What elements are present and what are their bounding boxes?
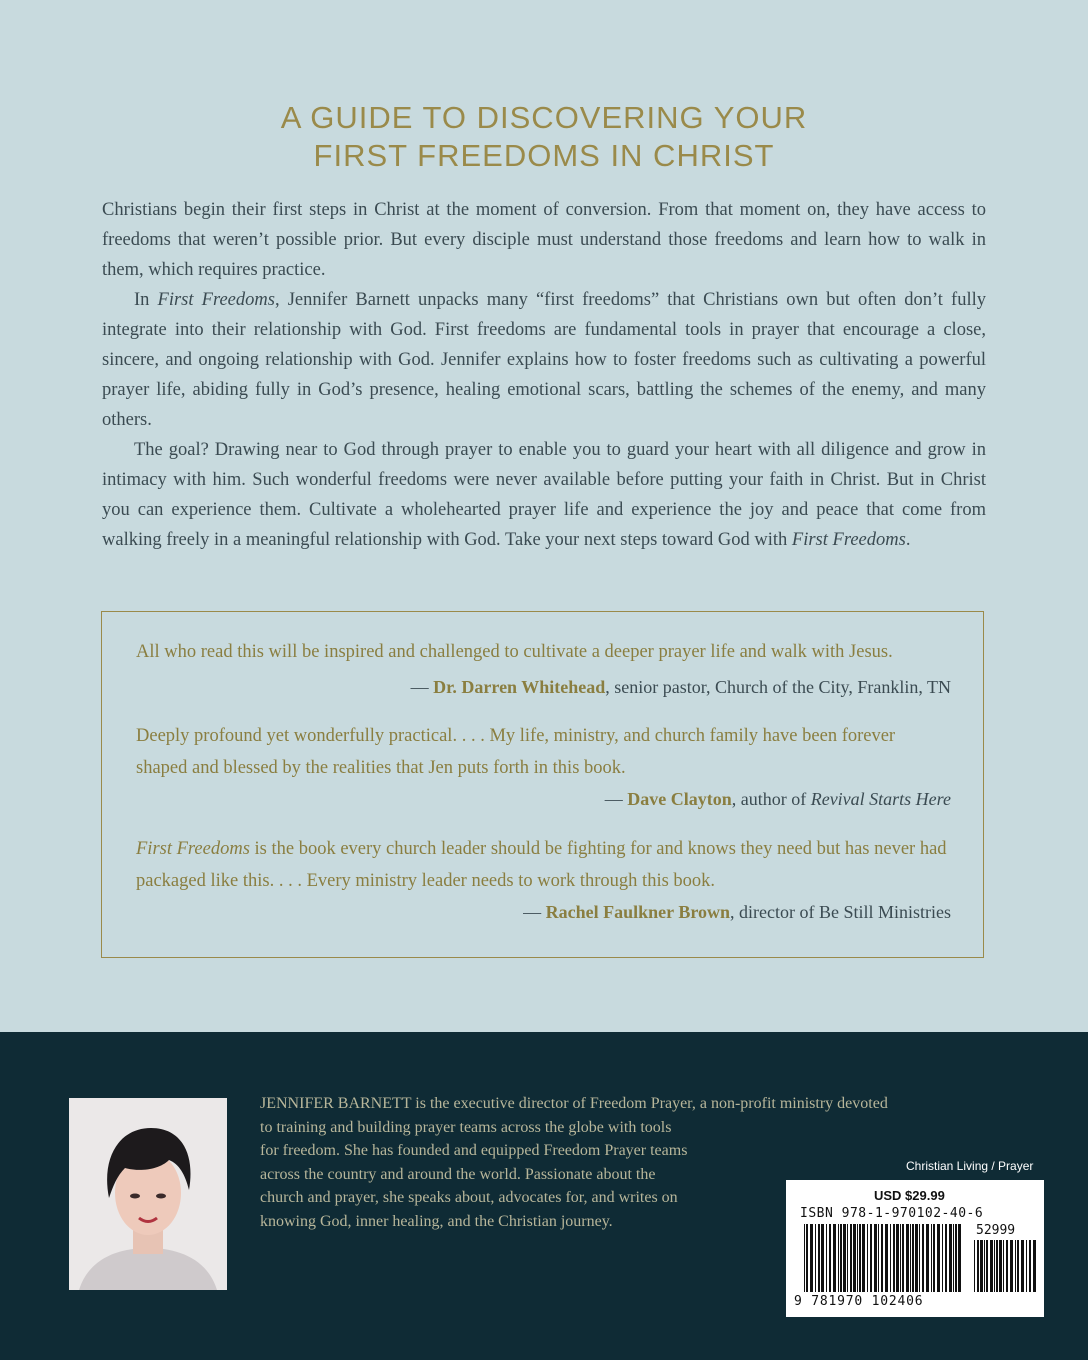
barcode-bar: [896, 1224, 899, 1292]
barcode-bar: [804, 1224, 805, 1292]
endorser-name: Dave Clayton: [627, 789, 732, 809]
book-title-italic: First Freedoms: [157, 290, 275, 310]
barcode-bar: [826, 1224, 827, 1292]
barcode-bar: [912, 1224, 914, 1292]
bio-line: for freedom. She has founded and equipped Freedom Prayer teams: [260, 1142, 688, 1159]
addon-barcode-bars: [974, 1240, 1036, 1292]
barcode-bar: [838, 1224, 839, 1292]
author-bio: [260, 1092, 888, 1233]
book-title-italic: First Freedoms: [791, 530, 906, 550]
barcode-bar: [937, 1224, 940, 1292]
barcode-bar: [958, 1224, 961, 1292]
endorsement-attribution-1: — Dr. Darren Whitehead, senior pastor, Church of the City, Franklin, TN: [410, 677, 951, 697]
endorsement-attribution-3: — Rachel Faulkner Brown, director of Be Still Ministries: [523, 902, 951, 922]
barcode-bar: [996, 1240, 998, 1292]
barcode-bar: [881, 1224, 883, 1292]
barcode-bar: [902, 1224, 904, 1292]
barcode-bar: [821, 1224, 824, 1292]
barcode-bar: [833, 1224, 836, 1292]
bio-line: knowing God, inner healing, and the Christian journey.: [260, 1212, 613, 1230]
endorsement-quote-1: All who read this will be inspired and challenged to cultivate a deeper prayer life and walk with Jesus.: [136, 642, 893, 662]
barcode-bar: [915, 1224, 918, 1292]
barcode-bar: [990, 1240, 993, 1292]
isbn-label: ISBN 978-1-970102-40-6: [800, 1206, 984, 1221]
barcode-bar: [906, 1224, 909, 1292]
description-paragraph-3: The goal? Drawing near to God through prayer to enable you to guard your heart with all diligence and grow in intimacy with him. Such wonderful freedoms were never available before putting your faith in Christ. But in Christ you can experience them. Cultivate a wholehearted prayer life and experience the joy and peace that come from walking freely in a meaningful relationship with God. Take your next steps toward God with First Freedoms.: [102, 440, 986, 550]
barcode-bar: [870, 1224, 872, 1292]
barcode-number: 9 781970 102406: [794, 1294, 924, 1309]
barcode-bar: [1029, 1240, 1031, 1292]
barcode-bar: [829, 1224, 831, 1292]
barcode-bar: [840, 1224, 842, 1292]
barcode-bar: [980, 1240, 983, 1292]
price-label: USD $29.99: [874, 1188, 945, 1203]
barcode-bar: [1010, 1240, 1013, 1292]
title-line-1: A GUIDE TO DISCOVERING YOUR: [280, 100, 808, 135]
barcode-bar: [977, 1240, 979, 1292]
description: [102, 195, 986, 555]
author-photo: [69, 1098, 227, 1290]
barcode-bar: [974, 1240, 975, 1292]
barcode-bar: [922, 1224, 924, 1292]
barcode-bar: [847, 1224, 848, 1292]
bio-line: JENNIFER BARNETT is the executive director of Freedom Prayer, a non-profit ministry devoted: [260, 1095, 888, 1112]
barcode-bar: [818, 1224, 820, 1292]
barcode-bar: [1033, 1240, 1036, 1292]
barcode-bar: [843, 1224, 846, 1292]
barcode-bar: [955, 1224, 957, 1292]
barcode-bar: [859, 1224, 861, 1292]
barcode-bars: [804, 1224, 964, 1292]
barcode-bar: [900, 1224, 901, 1292]
endorsement-quote-3: First Freedoms is the book every church leader should be fighting for and knows they need but has never had packaged like this. . . . Every ministry leader needs to work through this book.: [136, 839, 947, 891]
barcode-bar: [885, 1224, 888, 1292]
barcode-bar: [1006, 1240, 1008, 1292]
barcode-bar: [893, 1224, 895, 1292]
barcode-bar: [857, 1224, 858, 1292]
description-paragraph-2: In First Freedoms, Jennifer Barnett unpacks many “first freedoms” that Christians own but often don’t fully integrate into their relationship with God. First freedoms are fundamental tools in prayer that encourage a close, sincere, and ongoing relationship with God. Jennifer explains how to foster freedoms such as cultivating a powerful prayer life, abiding fully in God’s presence, healing emotional scars, battling the schemes of the enemy, and many others.: [102, 290, 986, 430]
barcode-bar: [815, 1224, 816, 1292]
bio-line: to training and building prayer teams across the globe with tools: [260, 1118, 672, 1136]
barcode-bar: [1003, 1240, 1004, 1292]
barcode-bar: [862, 1224, 865, 1292]
barcode-bar: [853, 1224, 856, 1292]
bio-line: across the country and around the world. Passionate about the: [260, 1165, 656, 1183]
barcode-bar: [949, 1224, 952, 1292]
bio-line: church and prayer, she speaks about, advocates for, and writes on: [260, 1189, 678, 1206]
endorsement-attribution-2: — Dave Clayton, author of Revival Starts Here: [604, 789, 951, 809]
barcode-bar: [878, 1224, 879, 1292]
barcode-panel: [786, 1180, 1044, 1317]
title-line-2: FIRST FREEDOMS IN CHRIST: [313, 138, 775, 173]
barcode-bar: [926, 1224, 929, 1292]
barcode-bar: [945, 1224, 947, 1292]
barcode-bar: [806, 1224, 808, 1292]
author-portrait-illustration: [69, 1098, 227, 1290]
barcode-bar: [874, 1224, 877, 1292]
barcode-bar: [994, 1240, 995, 1292]
barcode-bar: [1021, 1240, 1024, 1292]
barcode-bar: [850, 1224, 852, 1292]
barcode-bar: [933, 1224, 935, 1292]
barcode-bar: [999, 1240, 1002, 1292]
barcode-bar: [890, 1224, 891, 1292]
barcode-bar: [910, 1224, 911, 1292]
barcode-bar: [953, 1224, 954, 1292]
endorser-name: Dr. Darren Whitehead: [433, 677, 606, 697]
barcode-bar: [810, 1224, 813, 1292]
barcode-bar: [1026, 1240, 1027, 1292]
barcode-bar: [1017, 1240, 1019, 1292]
endorsement-quote-2: Deeply profound yet wonderfully practical. . . . My life, ministry, and church family have been forever shaped and blessed by the realities that Jen puts forth in this book.: [136, 726, 896, 778]
barcode-bar: [1015, 1240, 1016, 1292]
price-addon-number: 52999: [976, 1223, 1016, 1238]
barcode-bar: [931, 1224, 932, 1292]
barcode-bar: [942, 1224, 943, 1292]
endorser-name: Rachel Faulkner Brown: [545, 902, 731, 922]
barcode-bar: [984, 1240, 985, 1292]
barcode-bar: [986, 1240, 988, 1292]
category-label: Christian Living / Prayer: [906, 1159, 1034, 1173]
barcode-bar: [919, 1224, 920, 1292]
description-paragraph-1: Christians begin their first steps in Christ at the moment of conversion. From that moment on, they have access to freedoms that weren’t possible prior. But every disciple must understand those freedoms and learn how to walk in them, which requires practice.: [102, 200, 986, 280]
barcode-bar: [867, 1224, 868, 1292]
